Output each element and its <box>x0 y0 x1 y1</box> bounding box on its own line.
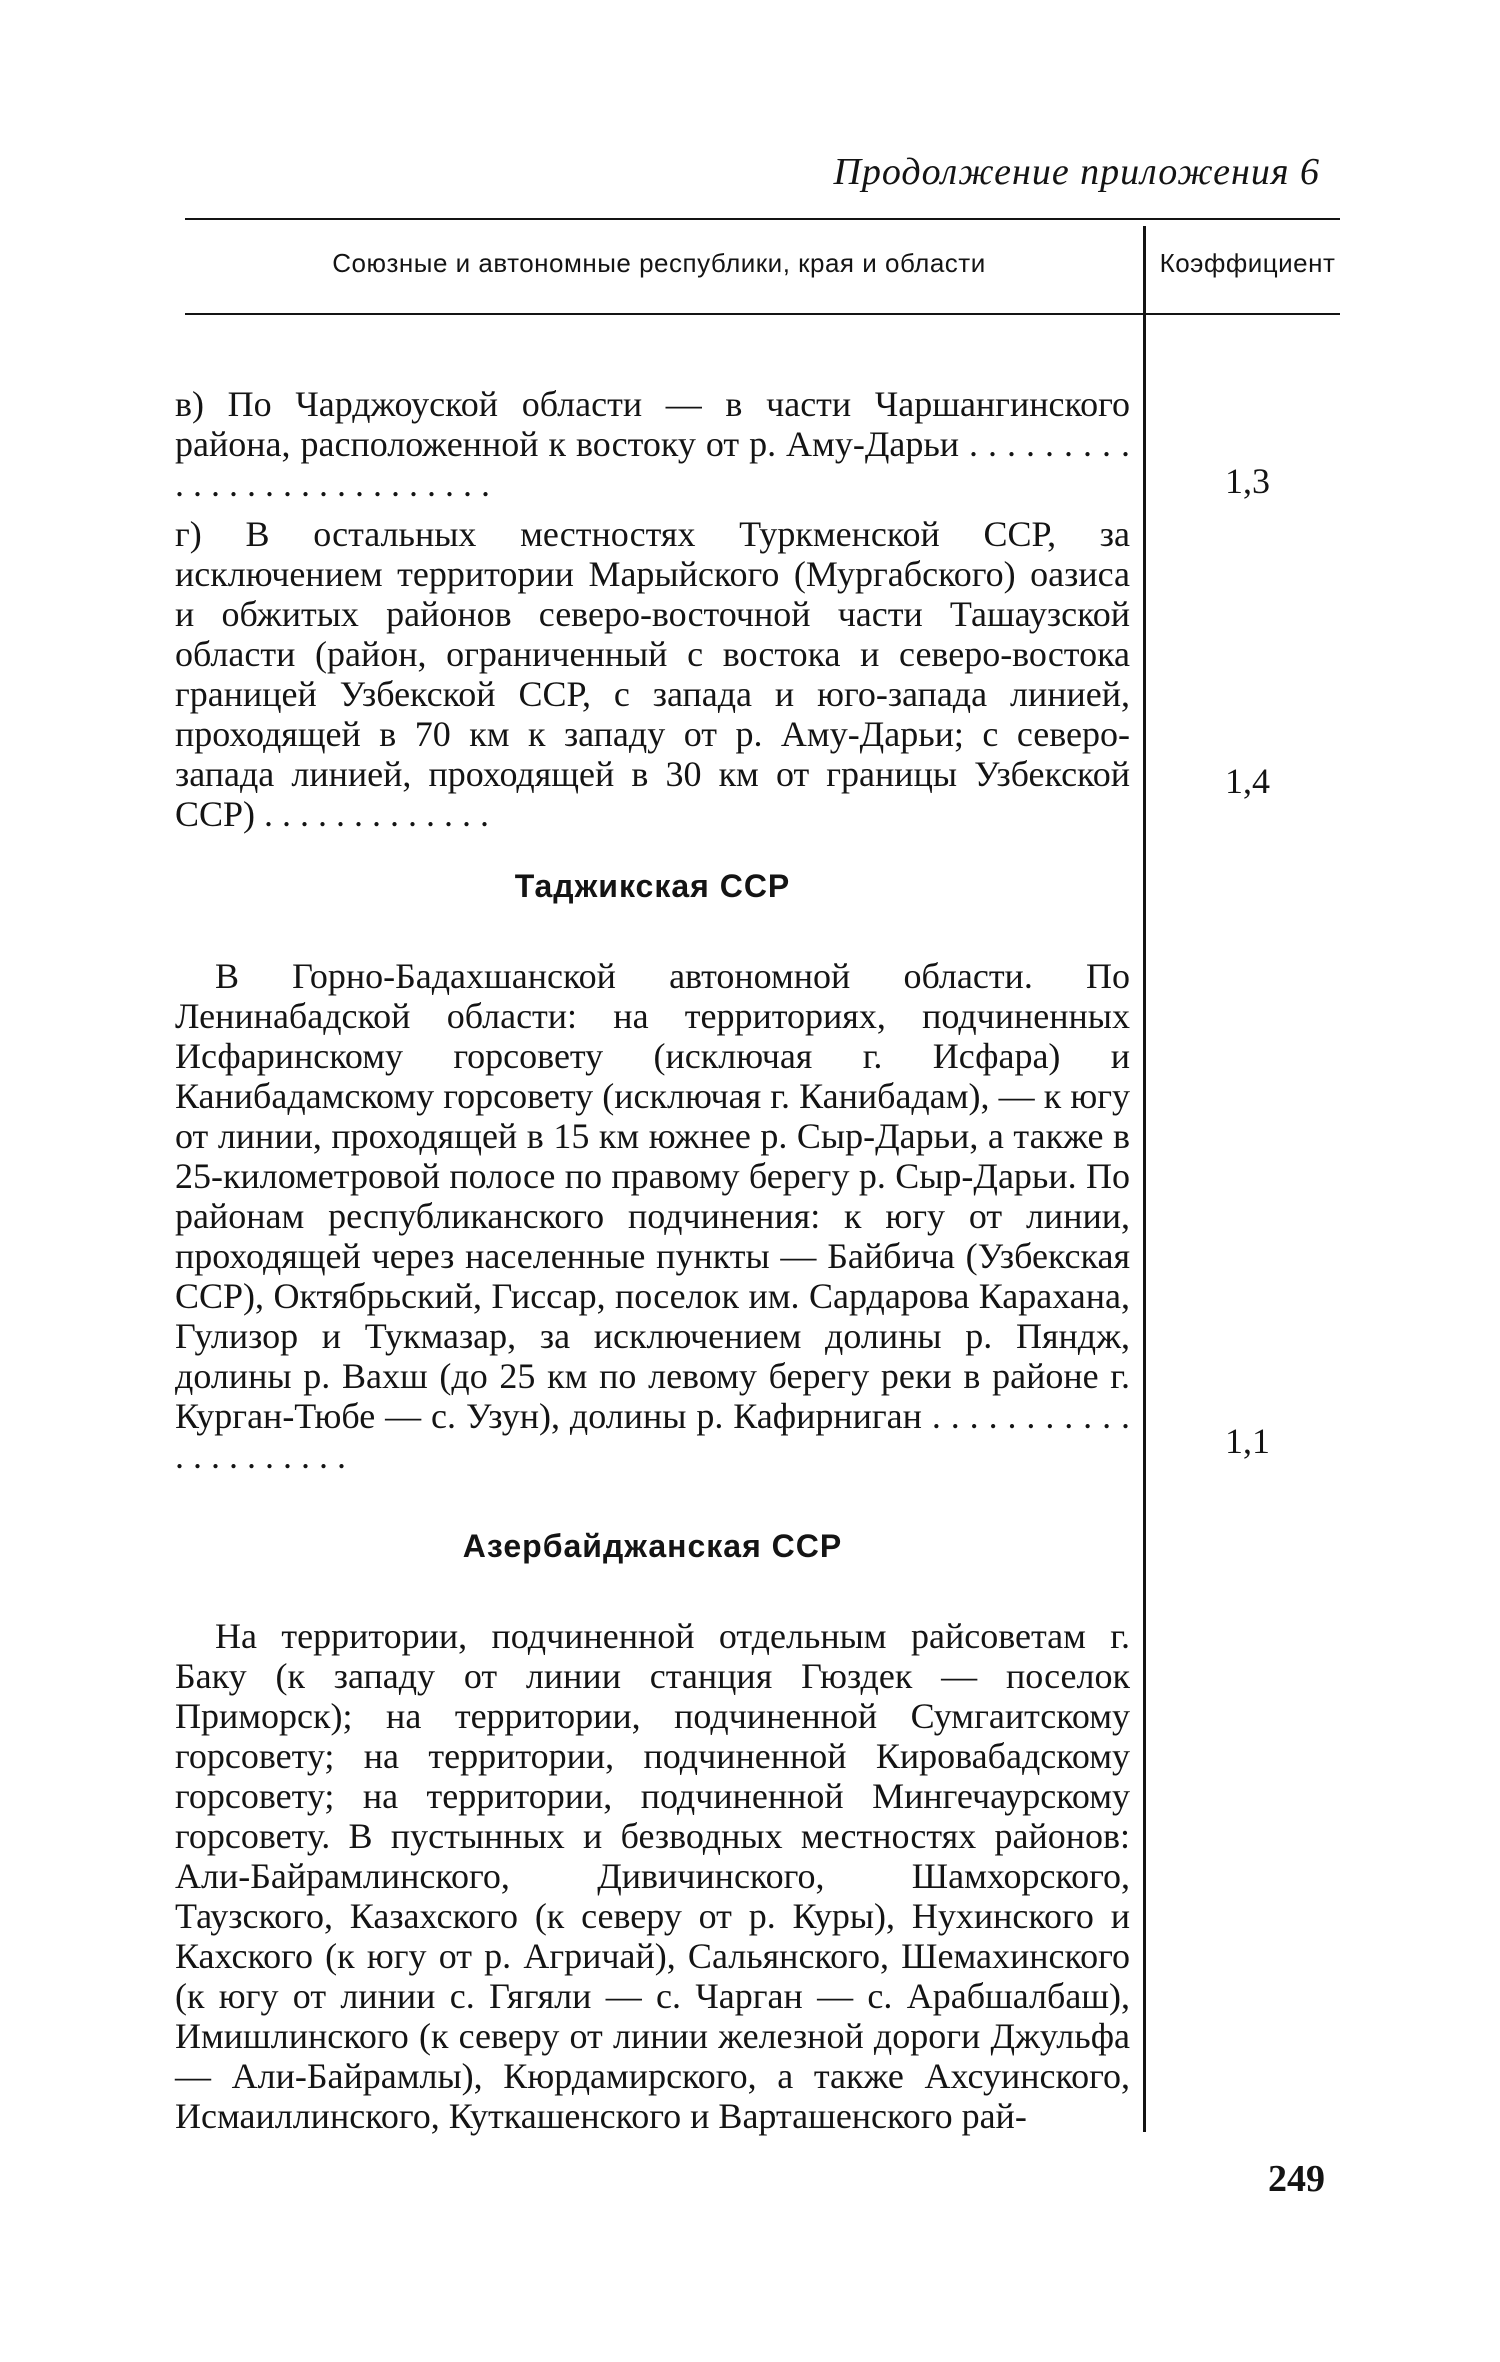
section-text-azerbaijan: На территории, подчиненной отдельным райсоветам г. Баку (к западу от линии станция Гюздек — поселок Приморск); на территории, подчиненной Сумгаитскому горсовету; на территории, подчиненной Кировабадскому горсовету; на территории, подчиненной Мингечаурскому горсовету. В пустынных и безводных местностях районов: Али-Байрамлинского, Дивичинского, Шамхорского, Таузского, Казахского (к северу от р. Куры), Нухинского и Кахского (к югу от р. Агричай), Сальянского, Шемахинского (к югу от линии с. Гягяли — с. Чарган — с. Арабшалбаш), Имишлинского (к северу от линии железной дороги Джульфа — Али-Байрамлы), Кюрдамирского, а также Ахсуинского, Исмаиллинского, Куткашенского и Варташенского рай- <box>175 1616 1130 2136</box>
entry-v-coefficient: 1,3 <box>1225 461 1270 501</box>
column-header-regions: Союзные и автономные республики, края и области <box>332 248 986 278</box>
section-title-azerbaijan: Азербайджанская ССР <box>462 1528 843 1564</box>
section-text-tajik: В Горно-Бадахшанской автономной области. По Ленинабадской области: на территориях, подчиненных Исфаринскому горсовету (исключая г. Исфара) и Канибадамскому горсовету (исключая г. Канибадам), — к югу от линии, проходящей в 15 км южнее р. Сыр-Дарьи, а также в 25-километровой полосе по правому берегу р. Сыр-Дарьи. По районам республиканского подчинения: к югу от линии, проходящей через населенные пункты — Байбича (Узбекская ССР), Октябрьский, Гиссар, поселок им. Сардарова Карахана, Гулизор и Тукмазар, за исключением долины р. Пяндж, долины р. Вахш (до 25 км по левому берегу реки в районе г. Курган-Тюбе — с. Узун), долины р. Кафирниган . . . . . . . . . . . . . . . . . . . . . <box>175 956 1130 1476</box>
section-title-tajik: Таджикская ССР <box>514 868 791 904</box>
table-top-rule <box>185 218 1340 220</box>
entry-g-coefficient: 1,4 <box>1225 761 1270 801</box>
table-header-rule <box>185 313 1340 315</box>
section-coefficient-tajik: 1,1 <box>1225 1421 1270 1461</box>
entry-v-text: в) По Чарджоуской области — в части Чаршангинского района, расположенной к востоку от р. Аму-Дарьи . . . . . . . . . . . . . . . . . . . . . . . . . . . <box>175 384 1130 504</box>
running-head: Продолжение приложения 6 <box>833 151 1320 193</box>
page-number: 249 <box>1268 2158 1325 2200</box>
column-header-coefficient: Коэффициент <box>1159 248 1336 278</box>
entry-g-text: г) В остальных местностях Туркменской ССР, за исключением территории Марыйского (Мургабского) оазиса и обжитых районов северо-восточной части Ташаузской области (район, ограниченный с востока и северо-востока границей Узбекской ССР, с запада и юго-запада линией, проходящей в 70 км к западу от р. Аму-Дарьи; с северо-запада линией, проходящей в 30 км от границы Узбекской ССР) . . . . . . . . . . . . . <box>175 514 1130 834</box>
column-separator <box>1143 226 1146 2132</box>
